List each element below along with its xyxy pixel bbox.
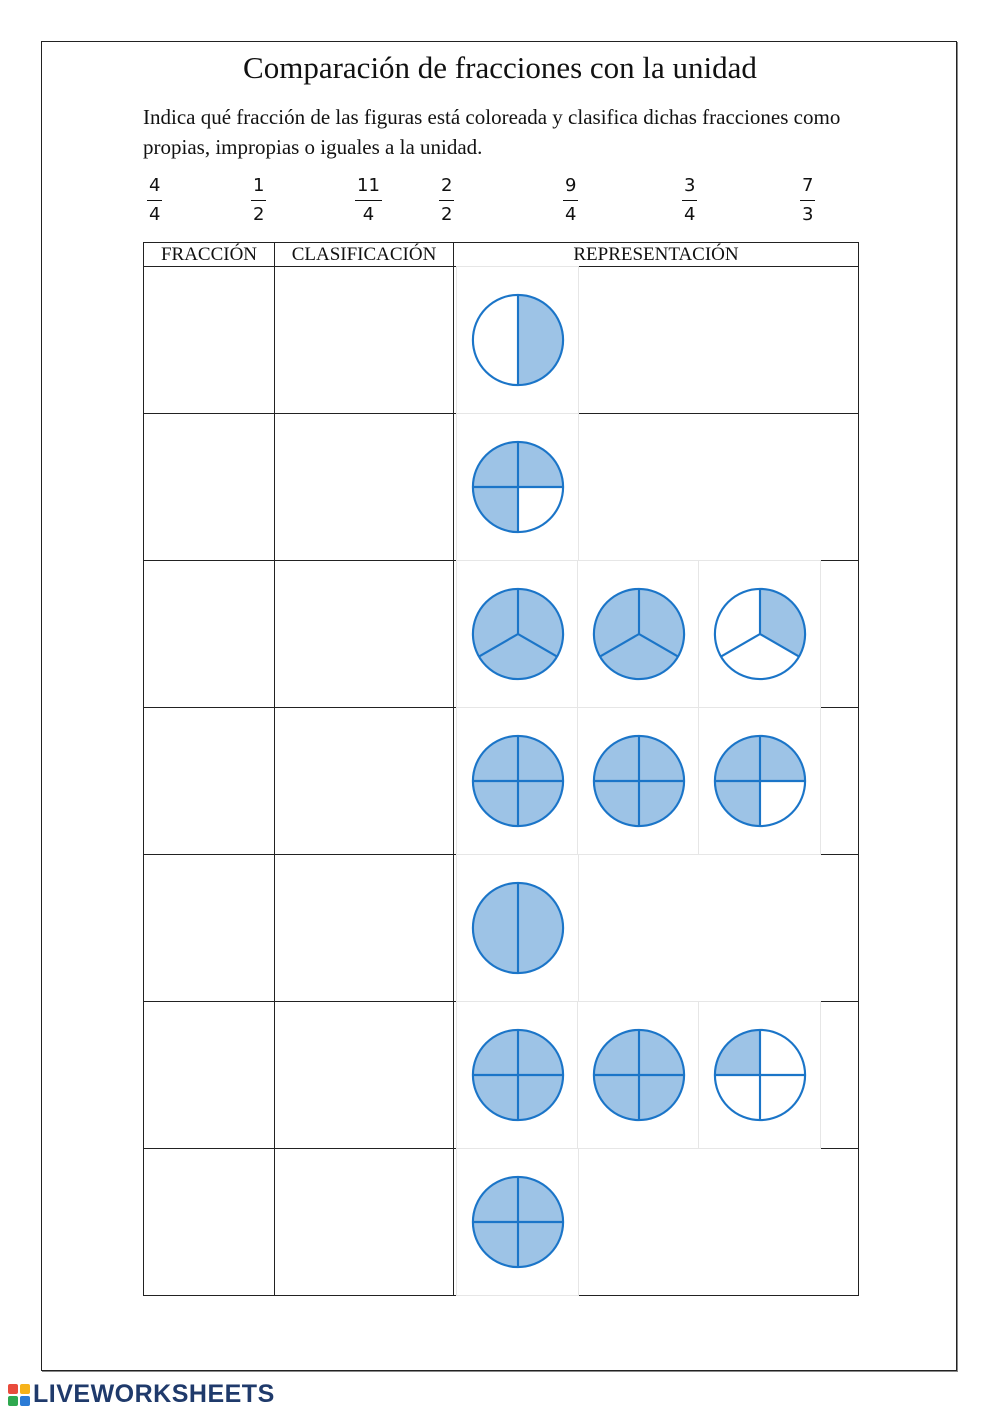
circle-tile — [578, 708, 699, 854]
fraction-denominator: 4 — [362, 204, 375, 225]
fraction-circle — [711, 1026, 809, 1124]
circle-tile — [699, 708, 820, 854]
fraction-circle — [711, 585, 809, 683]
circle-sector — [518, 295, 563, 385]
fraction-circle — [469, 879, 567, 977]
classification-answer-cell[interactable] — [275, 1149, 454, 1296]
classification-answer-cell[interactable] — [275, 855, 454, 1002]
fraction-answer-cell[interactable] — [144, 855, 275, 1002]
table-row — [144, 855, 859, 1002]
logo-icon — [8, 1384, 30, 1406]
fraction-option — [563, 174, 578, 227]
fraction-numerator: 2 — [441, 175, 453, 196]
header-clasificacion: CLASIFICACIÓN — [275, 243, 454, 267]
fraction-circle — [469, 732, 567, 830]
table-row — [144, 414, 859, 561]
circle-sector — [518, 883, 563, 973]
table-row — [144, 1002, 859, 1149]
fraction-numerator: 3 — [684, 175, 696, 196]
circle-tile — [457, 414, 578, 560]
fraction-denominator: 4 — [149, 204, 161, 225]
classification-answer-cell[interactable] — [275, 1002, 454, 1149]
fraction-circle — [469, 291, 567, 389]
fraction-answer-cell[interactable] — [144, 561, 275, 708]
fraction-numerator: 4 — [149, 175, 161, 196]
representation-cell — [454, 855, 859, 1002]
fraction-bar — [682, 200, 697, 201]
page-title: Comparación de fracciones con la unidad — [243, 50, 757, 85]
circle-tile — [457, 1002, 578, 1148]
circle-group — [457, 855, 578, 1001]
fraction-bar — [355, 200, 382, 201]
representation-cell — [454, 1002, 859, 1149]
fraction-answer-cell[interactable] — [144, 414, 275, 561]
circle-tile — [457, 708, 578, 854]
circle-group — [457, 414, 578, 560]
circle-group — [457, 561, 820, 707]
circle-tile — [457, 1149, 578, 1295]
representation-cell — [454, 414, 859, 561]
fraction-circle — [469, 438, 567, 536]
fraction-numerator: 7 — [802, 175, 814, 196]
fraction-bar — [147, 200, 162, 201]
instructions: Indica qué fracción de las figuras está coloreada y clasifica dichas fracciones como propias, impropias o iguales a la unidad. — [143, 105, 841, 159]
circle-tile — [457, 267, 578, 413]
circle-sector — [472, 883, 517, 973]
classification-answer-cell[interactable] — [275, 561, 454, 708]
table-row — [144, 267, 859, 414]
classification-answer-cell[interactable] — [275, 414, 454, 561]
fraction-numerator: 11 — [357, 175, 380, 196]
fractions-table — [143, 242, 859, 1296]
fraction-denominator: 2 — [253, 204, 265, 225]
representation-cell — [454, 1149, 859, 1296]
representation-cell — [454, 561, 859, 708]
fraction-bar — [439, 200, 454, 201]
table-row — [144, 708, 859, 855]
circle-tile — [578, 561, 699, 707]
fraction-circle — [590, 585, 688, 683]
fraction-circle — [469, 1026, 567, 1124]
fraction-option — [800, 174, 815, 227]
circle-sector — [472, 295, 517, 385]
circle-group — [457, 1002, 820, 1148]
table-header-row — [144, 243, 859, 267]
fraction-circle — [469, 1173, 567, 1271]
logo-text: LIVEWORKSHEETS — [33, 1380, 275, 1408]
fraction-denominator: 2 — [441, 204, 453, 225]
header-representacion: REPRESENTACIÓN — [454, 243, 859, 267]
circle-group — [457, 1149, 578, 1295]
fraction-bar — [251, 200, 266, 201]
fraction-option — [147, 174, 162, 227]
fraction-answer-cell[interactable] — [144, 1002, 275, 1149]
circle-group — [457, 267, 578, 413]
classification-answer-cell[interactable] — [275, 708, 454, 855]
representation-cell — [454, 267, 859, 414]
liveworksheets-logo — [8, 1380, 275, 1409]
fraction-denominator: 3 — [802, 204, 814, 225]
fraction-bar — [563, 200, 578, 201]
fraction-answer-cell[interactable] — [144, 267, 275, 414]
fraction-circle — [469, 585, 567, 683]
classification-answer-cell[interactable] — [275, 267, 454, 414]
circle-tile — [457, 561, 578, 707]
fraction-answer-cell[interactable] — [144, 1149, 275, 1296]
fraction-numerator: 1 — [253, 175, 265, 196]
fraction-bar — [800, 200, 815, 201]
fraction-answer-cell[interactable] — [144, 708, 275, 855]
fraction-circle — [590, 732, 688, 830]
circle-tile — [699, 1002, 820, 1148]
circle-tile — [457, 855, 578, 1001]
fraction-option — [682, 174, 697, 227]
circle-tile — [699, 561, 820, 707]
fraction-numerator: 9 — [565, 175, 577, 196]
header-fraccion: FRACCIÓN — [144, 243, 275, 267]
fraction-option — [439, 174, 454, 227]
fraction-denominator: 4 — [684, 204, 696, 225]
circle-group — [457, 708, 820, 854]
fraction-denominator: 4 — [565, 204, 577, 225]
fraction-option — [355, 174, 382, 227]
table-row — [144, 1149, 859, 1296]
table-row — [144, 561, 859, 708]
circle-tile — [578, 1002, 699, 1148]
fraction-option — [251, 174, 266, 227]
fraction-circle — [711, 732, 809, 830]
representation-cell — [454, 708, 859, 855]
fraction-circle — [590, 1026, 688, 1124]
